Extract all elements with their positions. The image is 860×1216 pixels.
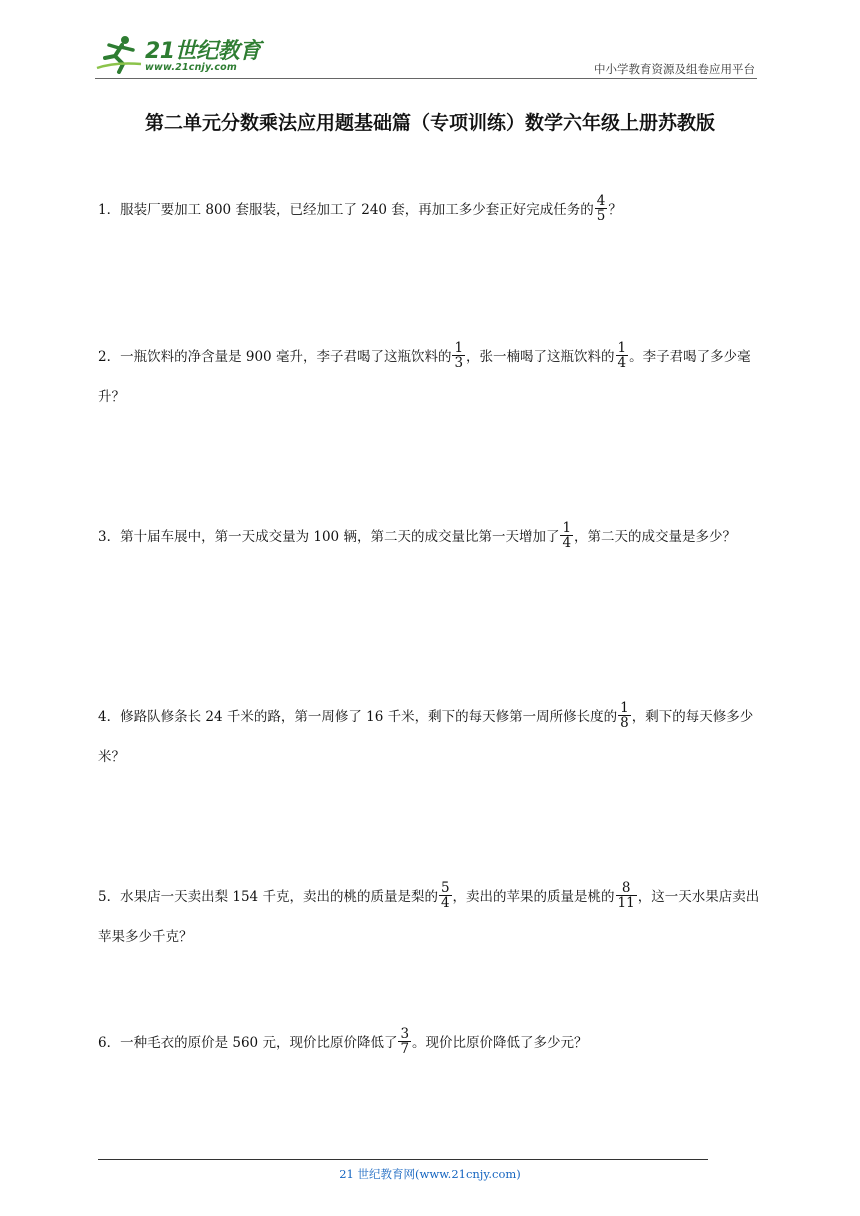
logo-text: 21世纪教育 bbox=[145, 39, 261, 64]
runner-icon bbox=[95, 34, 143, 74]
platform-name: 中小学教育资源及组卷应用平台 bbox=[594, 62, 755, 76]
footer-link[interactable]: 21 世纪教育网(www.21cnjy.com) bbox=[339, 1167, 521, 1181]
fraction: $\frac{3}{7}$ bbox=[400, 1026, 410, 1057]
page-title: 第二单元分数乘法应用题基础篇（专项训练）数学六年级上册苏教版 bbox=[144, 112, 715, 134]
question-6: 6．一种毛衣的原价是 560 元，现价比原价降低了 $\frac{3}{7}$ 。现价比原价降低了多少元？ bbox=[98, 1026, 588, 1057]
logo[interactable] bbox=[95, 30, 265, 78]
header-divider bbox=[95, 78, 757, 79]
question-3: 3．第十届车展中，第一天成交量为 100 辆，第二天的成交量比第一天增加了 $\frac{1}{4}$ ，第二天的成交量是多少？ bbox=[98, 520, 737, 551]
question-4: 4．修路队修条长 24 千米的路，第一周修了 16 千米，剩下的每天修第一周所修长度的 $\frac{1}{8}$ ，剩下的每天修多少米？ bbox=[98, 700, 754, 765]
fraction: $\frac{5}{4}$ bbox=[440, 880, 450, 911]
fraction: $\frac{4}{5}$ bbox=[596, 193, 606, 224]
fraction: $\frac{1}{4}$ bbox=[617, 340, 627, 371]
logo-url: www.21cnjy.com bbox=[145, 62, 237, 73]
fraction: $\frac{1}{3}$ bbox=[454, 340, 464, 371]
fraction: $\frac{1}{8}$ bbox=[620, 700, 629, 731]
question-1: 1．服装厂要加工 800 套服装，已经加工了 240 套，再加工多少套正好完成任务的 $\frac{4}{5}$ ？ bbox=[98, 193, 622, 224]
question-2: 2．一瓶饮料的净含量是 900 毫升，李子君喝了这瓶饮料的 $\frac{1}{3}$ ，张一楠喝了这瓶饮料的 $\frac{1}{4}$ 。李子君喝了多少毫升？ bbox=[98, 340, 751, 405]
fraction: $\frac{1}{4}$ bbox=[562, 520, 572, 551]
question-5: 5．水果店一天卖出梨 154 千克，卖出的桃的质量是梨的 $\frac{5}{4}$ ，卖出的苹果的质量是桃的 $\frac{8}{11}$ ，这一天水果店卖出苹果多少千克？ bbox=[98, 880, 760, 945]
fraction: $\frac{8}{11}$ bbox=[617, 880, 635, 911]
page-header bbox=[95, 30, 757, 80]
footer-divider bbox=[98, 1159, 708, 1160]
